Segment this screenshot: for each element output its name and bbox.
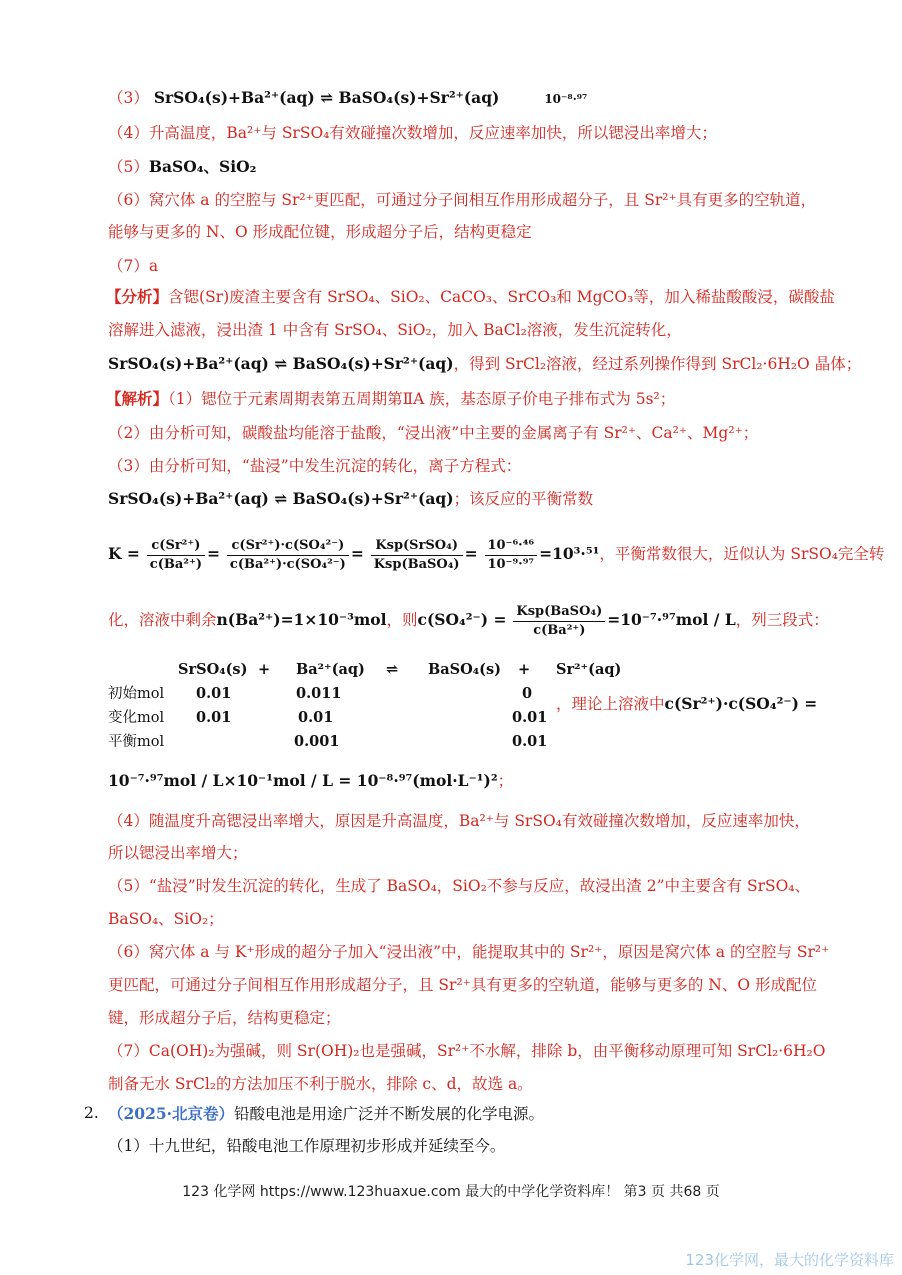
- k-tail: ，平衡常数很大，近似认为 SrSO₄完全转: [599, 545, 885, 563]
- k-frac-4-den: 10⁻⁹·⁹⁷: [487, 556, 535, 572]
- k-result: =10³·⁵¹: [539, 544, 600, 563]
- residual-line: [108, 598, 829, 642]
- analysis-text3: ，得到 SrCl₂溶液，经过系列操作得到 SrCl₂·6H₂O 晶体；: [453, 355, 862, 373]
- ice-row-label: 初始mol: [108, 686, 165, 702]
- solution-line4: [108, 489, 593, 509]
- analysis-equation: SrSO₄(s)+Ba²⁺(aq) ⇌ BaSO₄(s)+Sr²⁺(aq): [108, 354, 454, 373]
- analysis-tag: 【分析】: [106, 287, 169, 306]
- question-2-sub1: （1）十九世纪，铅酸电池工作原理初步形成并延续至今。: [108, 1137, 506, 1155]
- k-expression: K = $\frac{\text{c(Sr²⁺)}}{\text{c(Ba²⁺)}}$ = $\frac{\text{c(Sr²⁺)·c(SO₄²⁻)}}{\text{c(Ba²⁺)·c(SO₄²⁻)}}$ = $\frac{\text{Ksp(SrSO₄)}}{\text{Ksp(BaSO₄)}}$ = $\frac{\text{10⁻⁶·⁴⁶}}{\text{10⁻⁹·⁹⁷}}$ =10³·⁵¹，平衡常数很大，近似认为 SrSO₄完全转: [108, 537, 885, 572]
- solution-line1: [106, 389, 675, 409]
- ice-head-arrow: ⇌: [386, 661, 399, 678]
- analysis-line2: 溶解进入滤液，浸出渣 1 中含有 SrSO₄、SiO₂，加入 BaCl₂溶液，发生沉淀转化，: [108, 321, 682, 339]
- ice-cell: 0.01: [298, 709, 334, 726]
- product-equation: 10⁻⁷·⁹⁷mol / L×10⁻¹mol / L = 10⁻⁸·⁹⁷(mol·L⁻¹)²: [108, 771, 498, 790]
- solution-7-line2: 制备无水 SrCl₂的方法加压不利于脱水，排除 c、d，故选 a。: [108, 1075, 533, 1093]
- ice-row-label: 变化mol: [108, 710, 165, 726]
- watermark: 123化学网，最大的化学资料库: [685, 1251, 894, 1269]
- ice-head-baso4: BaSO₄(s): [428, 661, 501, 678]
- answer-3-label: （3）: [108, 89, 149, 107]
- ice-side-label: ，理论上溶液中: [556, 695, 665, 713]
- ice-row-label: 平衡mol: [108, 734, 165, 750]
- answer-5: [108, 157, 256, 177]
- solution-tag: 【解析】: [106, 389, 169, 408]
- residual-text-c: ，列三段式：: [735, 611, 829, 629]
- solution-6-line2: 更匹配，可通过分子间相互作用形成超分子，且 Sr²⁺具有更多的空轨道，能够与更多的 N、O 形成配位: [108, 976, 817, 994]
- analysis-line1: [106, 287, 835, 307]
- answer-3: [108, 88, 587, 109]
- solution-line2: （2）由分析可知，碳酸盐均能溶于盐酸，“浸出液”中主要的金属离子有 Sr²⁺、Ca²⁺、Mg²⁺；: [108, 424, 759, 442]
- residual-text-b: ，则: [386, 611, 418, 629]
- residual-frac: [513, 603, 605, 640]
- ice-cell: 0.011: [296, 685, 342, 702]
- answer-7: （7）a: [108, 257, 159, 275]
- analysis-text1: 含锶(Sr)废渣主要含有 SrSO₄、SiO₂、CaCO₃、SrCO₃和 MgCO₃等，加入稀盐酸酸浸，碳酸盐: [168, 288, 835, 306]
- solution-equation: SrSO₄(s)+Ba²⁺(aq) ⇌ BaSO₄(s)+Sr²⁺(aq): [108, 489, 454, 508]
- answer-5-formula: BaSO₄、SiO₂: [148, 157, 257, 176]
- solution-text4: ；该反应的平衡常数: [453, 490, 594, 508]
- solution-line3: （3）由分析可知，“盐浸”中发生沉淀的转化，离子方程式：: [108, 457, 522, 475]
- ice-cell: 0.001: [294, 733, 340, 750]
- product-end: ；: [497, 772, 514, 790]
- ice-side-text: [556, 694, 817, 714]
- residual-text-a: 化，溶液中剩余: [108, 611, 217, 629]
- ice-cell: 0: [522, 685, 533, 702]
- ice-head-plus1: +: [258, 661, 271, 678]
- k-lhs: K =: [108, 544, 140, 563]
- answer-6-line1: （6）窝穴体 a 的空腔与 Sr²⁺更匹配，可通过分子间相互作用形成超分子，且 Sr²⁺具有更多的空轨道，: [108, 191, 817, 209]
- k-frac-2-den: c(Ba²⁺)·c(SO₄²⁻): [229, 556, 346, 572]
- ice-cell: 0.01: [196, 709, 232, 726]
- answer-4: （4）升高温度，Ba²⁺与 SrSO₄有效碰撞次数增加，反应速率加快，所以锶浸出率增大；: [108, 124, 717, 142]
- solution-6-line3: 键，形成超分子后，结构更稳定；: [108, 1009, 341, 1027]
- ice-head-plus2: +: [518, 661, 531, 678]
- residual-eq3: =10⁻⁷·⁹⁷mol / L: [607, 610, 736, 629]
- answer-3-k: 10⁻⁸·⁹⁷: [544, 92, 588, 106]
- answer-3-equation: SrSO₄(s)+Ba²⁺(aq) ⇌ BaSO₄(s)+Sr²⁺(aq): [153, 88, 500, 107]
- question-text: 铅酸电池是用途广泛并不断发展的化学电源。: [234, 1105, 545, 1123]
- k-frac-3-den: Ksp(BaSO₄): [373, 556, 460, 572]
- residual-eq2: c(SO₄²⁻) =: [417, 610, 507, 629]
- analysis-line3: [108, 354, 861, 374]
- question-2-title: [108, 1104, 544, 1124]
- ice-cell: 0.01: [196, 685, 232, 702]
- answer-6-line2: 能够与更多的 N、O 形成配位键，形成超分子后，结构更稳定: [108, 223, 532, 241]
- k-frac-3: [371, 537, 463, 574]
- ice-head-srso4: SrSO₄(s): [178, 661, 248, 678]
- ice-cell: 0.01: [512, 709, 548, 726]
- k-frac-1-num: c(Sr²⁺): [147, 537, 205, 556]
- k-frac-4: [485, 537, 538, 574]
- product-line: [108, 771, 513, 791]
- k-frac-2: [227, 537, 349, 574]
- solution-5-line1: （5）“盐浸”时发生沉淀的转化，生成了 BaSO₄，SiO₂不参与反应，故浸出渣 2”中主要含有 SrSO₄、: [108, 877, 811, 895]
- solution-4-line1: （4）随温度升高锶浸出率增大，原因是升高温度，Ba²⁺与 SrSO₄有效碰撞次数增加，反应速率加快，: [108, 812, 810, 830]
- ice-head-sr: Sr²⁺(aq): [556, 661, 622, 678]
- page-footer: 123 化学网 https://www.123huaxue.com 最大的中学化学资料库！ 第3 页 共68 页: [182, 1184, 720, 1200]
- k-frac-2-num: c(Sr²⁺)·c(SO₄²⁻): [227, 537, 349, 556]
- residual-frac-den: c(Ba²⁺): [533, 622, 586, 638]
- solution-5-line2: BaSO₄、SiO₂；: [108, 910, 224, 928]
- solution-4-line2: 所以锶浸出率增大；: [108, 844, 248, 862]
- solution-6-line1: （6）窝穴体 a 与 K⁺形成的超分子加入“浸出液”中，能提取其中的 Sr²⁺，原因是窝穴体 a 的空腔与 Sr²⁺: [108, 943, 830, 961]
- k-frac-1-den: c(Ba²⁺): [149, 556, 202, 572]
- solution-text1: （1）锶位于元素周期表第五周期第ⅡA 族，基态原子价电子排布式为 5s²；: [168, 390, 676, 408]
- ice-cell: 0.01: [512, 733, 548, 750]
- answer-5-label: （5）: [108, 158, 149, 176]
- question-number: 2.: [84, 1104, 99, 1122]
- question-source[interactable]: （2025·北京卷）: [108, 1104, 235, 1123]
- k-frac-4-num: 10⁻⁶·⁴⁶: [485, 537, 538, 556]
- residual-frac-num: Ksp(BaSO₄): [513, 603, 605, 622]
- k-frac-1: [147, 537, 205, 574]
- residual-eq1: n(Ba²⁺)=1×10⁻³mol: [216, 610, 387, 629]
- ice-side-equation: c(Sr²⁺)·c(SO₄²⁻) =: [664, 694, 818, 713]
- k-frac-3-num: Ksp(SrSO₄): [371, 537, 463, 556]
- ice-head-ba: Ba²⁺(aq): [296, 661, 365, 678]
- solution-7-line1: （7）Ca(OH)₂为强碱，则 Sr(OH)₂也是强碱，Sr²⁺不水解，排除 b，由平衡移动原理可知 SrCl₂·6H₂O: [108, 1042, 826, 1060]
